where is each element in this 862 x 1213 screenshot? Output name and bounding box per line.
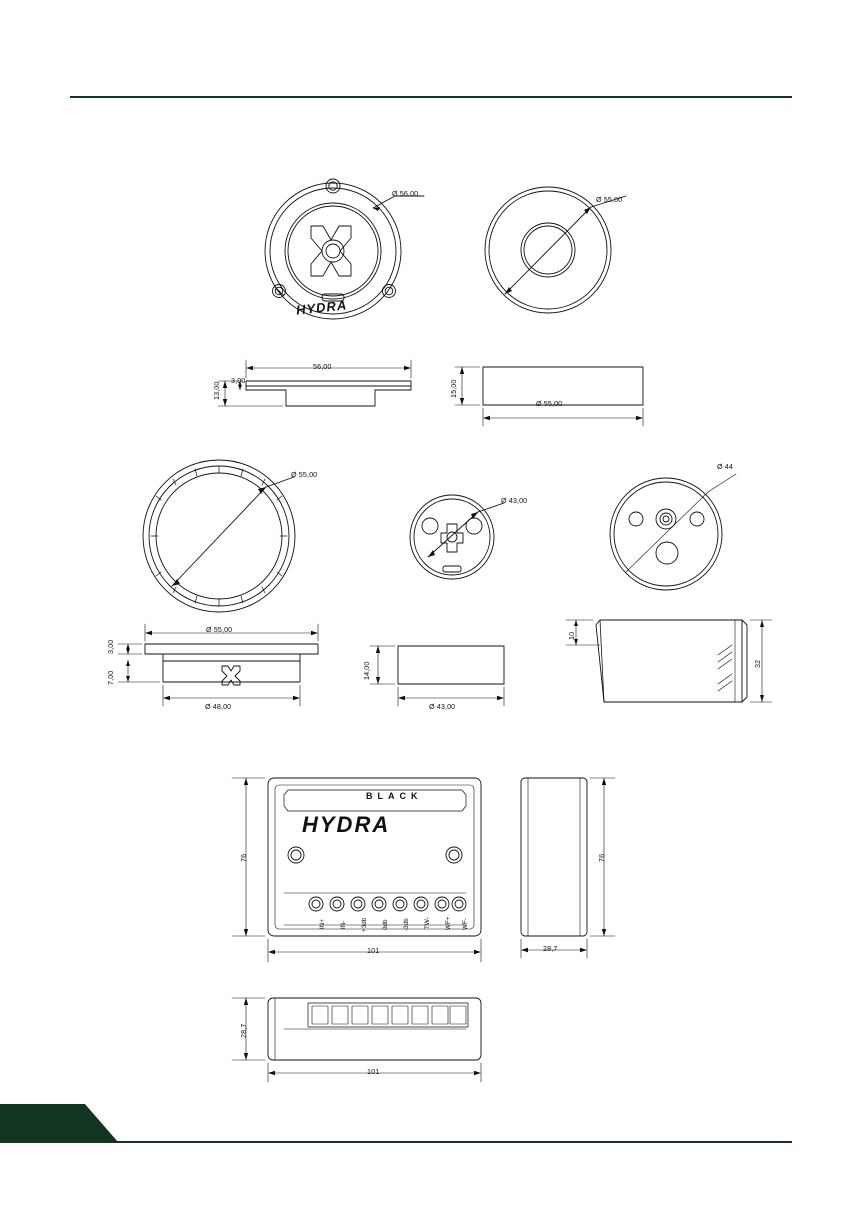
view-knurled-ring-side-section [118,624,318,706]
terminal-label-plus-3db: +3db [361,917,368,932]
terminal-label-wf-minus: WF- [462,918,469,930]
dim-label-view11-height-76: 76 [239,853,248,862]
dim-label-view10-height-32: 32 [753,659,762,668]
dim-label-view3-height-13: 13,00 [212,381,221,400]
dim-label-view3-width-56: 56,00 [313,362,332,371]
view-mount-plate-front [610,474,736,590]
dim-label-view8-outer-diameter-55: Ø 55,00 [206,625,233,634]
dim-label-view8-inner-diameter-48: Ø 48,00 [205,702,232,711]
dim-label-view3-thickness-3: 3,00 [231,376,246,385]
view-controller-box-side [521,778,615,958]
terminal-label-0db: 0db [382,919,389,930]
dim-label-view1-diameter-56: Ø 56,00 [392,189,419,198]
view-ring-front [485,187,626,313]
dim-label-view12-height-76: 76 [597,853,606,862]
dim-label-view8-height-7: 7,00 [106,670,115,685]
terminal-label-in-minus: IN- [340,920,347,929]
view-controller-box-bottom [232,998,481,1082]
dim-label-view13-width-101: 101 [367,1067,380,1076]
dim-label-view9-diameter-43: Ø 43,00 [429,702,456,711]
hydra-logo-top-cap: HYDRA [295,297,348,318]
dim-label-view5-diameter-55: Ø 55,00 [291,470,318,479]
view-controller-box-front [232,778,481,962]
dim-label-view13-depth-28-7: 28,7 [239,1023,248,1038]
terminal-label-minus-3db: -3db [403,918,410,931]
dim-label-view6-diameter-43: Ø 43,00 [501,496,528,505]
terminal-label-tw-minus: TW- [424,917,431,929]
view-ring-side [455,367,643,426]
dim-label-view7-diameter-44: Ø 44 [717,462,733,471]
dim-label-view2-diameter-55: Ø 55,00 [596,195,623,204]
dim-label-view4-diameter-55: Ø 55,00 [536,399,563,408]
view-small-sensor-front [410,495,504,579]
black-wordmark-box: BLACK [366,791,423,801]
dim-label-view8-height-3: 3,00 [106,639,115,654]
dim-label-view12-depth-28-7: 28,7 [543,944,558,953]
view-wedge-bracket [566,620,772,702]
view-small-sensor-side [370,646,504,706]
dim-label-view11-width-101: 101 [367,946,380,955]
view-knurled-ring-front [143,460,295,612]
dim-label-view4-height-15: 15,00 [449,379,458,398]
dim-label-view9-height-14: 14,00 [362,661,371,680]
terminal-label-in-plus: IN+ [319,918,326,929]
dim-label-view10-height-10: 10 [567,631,576,640]
terminal-label-wf-plus: WF+ [445,916,452,930]
hydra-logo-box: HYDRA [302,812,391,837]
